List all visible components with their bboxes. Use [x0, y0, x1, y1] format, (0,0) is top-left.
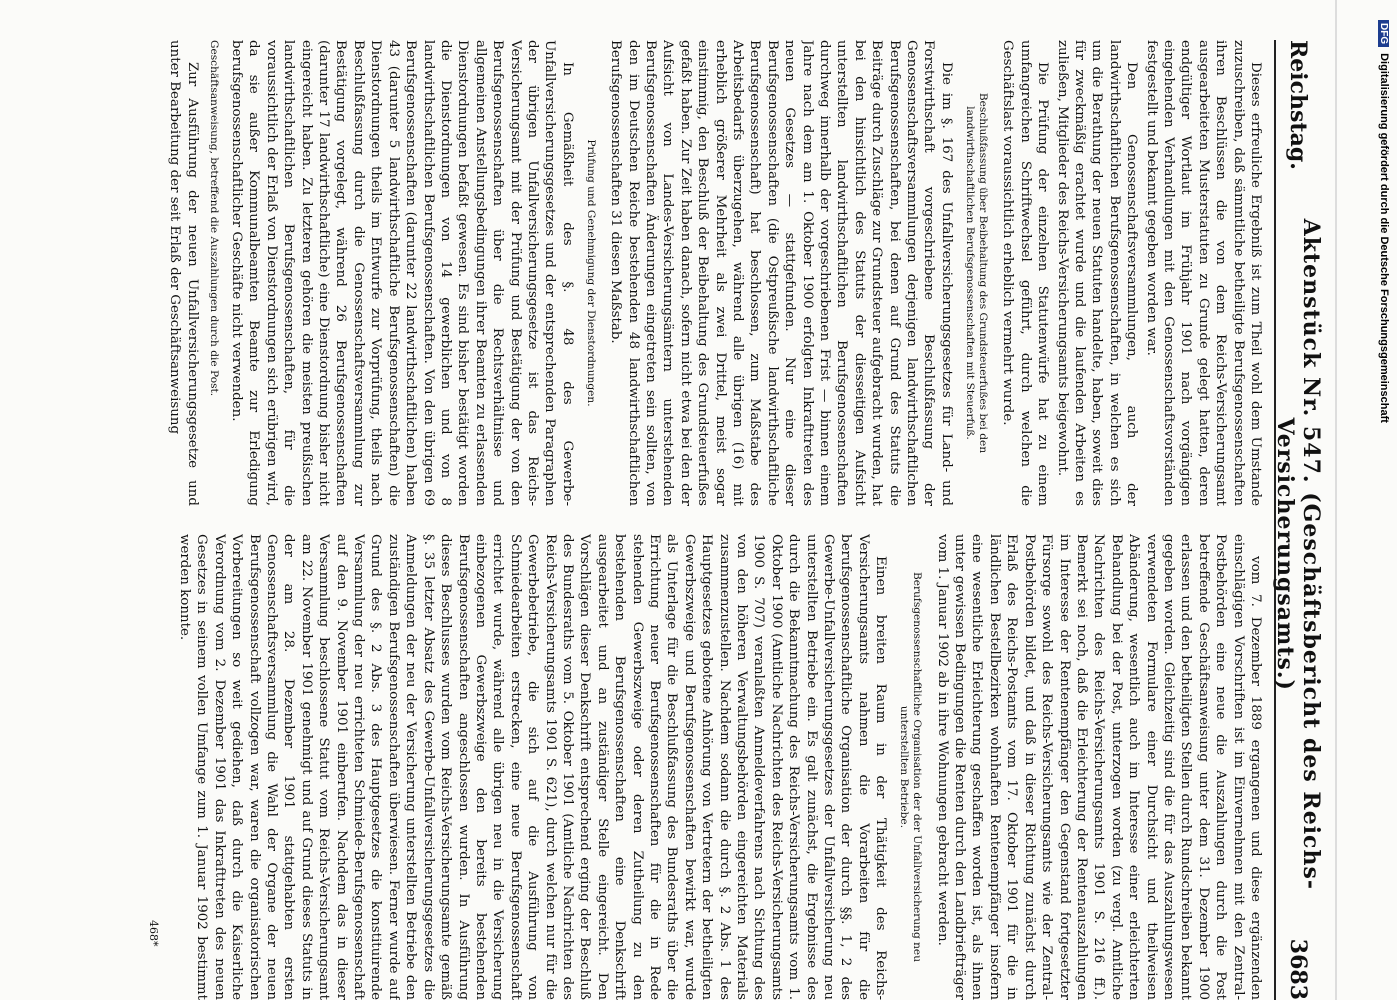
paragraph: Zur Ausführung der neuen Unfallversicherungsgesetze und unter Bearbeitung der seit Erlaß der Geschäftsanweisung [167, 40, 200, 506]
paragraph: vom 7. Dezember 1889 ergangenen und diese ergänzenden einschlägigen Vorschriften ist im Einvernehmen mit den Zentral-Postbehörden eine neue die Auszahlungen durch die Post betreffende Geschäftsanweisung unter dem 31. Dezember 1900 erlassen und den betheiligten Stellen durch Rundschreiben bekannt gegeben worden. Gleichzeitig sind die für das Auszahlungswesen verwendeten Formulare einer Durchsicht und theilweisen Abänderung, wesentlich auch im Interesse einer erleichterten Behandlung bei der Post, unterzogen worden (zu vergl. Amtliche Nachrichten des Reichs-Versicherungsamts 1901 S. 216 ff.). Bemerkt sei noch, daß die Erleichterung der Rentenauszahlungen im Interesse der Rentenempfänger den Gegenstand fortgesetzter Fürsorge sowohl des Reichs-Versicherungsamts wie der Zentral-Postbehörden bildet, und daß in dieser Richtung zunächst durch Erlaß des Reichs-Postamts vom 17. Oktober 1901 für die in ländlichen Bestellbezirken wohnhaften Rentenempfänger insofern eine wesentliche Erleichterung geschaffen worden ist, als ihnen unter gewissen Bedingungen die Renten durch den Landbriefträger vom 1. Januar 1902 ab in ihre Wohnungen gebracht werden. [934, 534, 1263, 1000]
paragraph: Die Prüfung der einzelnen Statutenwürfe hat zu einem umfangreichen Schriftwechsel geführt, durch welchen die Geschäftslast voraussichtlich erheblich vermehrt wurde. [1000, 40, 1051, 506]
paragraph: Einen breiten Raum in der Thätigkeit des Reichs-Versicherungsamts nahmen die Vorarbeiten für die berufsgenossenschaftliche Organisation der durch §§. 1, 2 des Gewerbe-Unfallversicherungsgesetzes der Unfallversicherung neu unterstellten Betriebe ein. Es galt zunächst, die Ergebnisse des durch die Bekanntmachung des Reichs-Versicherungsamts vom 1. Oktober 1900 (Amtliche Nachrichten des Reichs-Versicherungsamts 1900 S. 707) veranlaßten Anmeldeverfahrens nach Sichtung des von den höheren Verwaltungsbehörden eingereichten Materials zusammenzustellen. Nachdem sodann die durch §. 2 Abs. 1 des Hauptgesetzes gebotene Anhörung von Vertretern der betheiligten Gewerbszweige und Berufsgenossenschaften bewirkt war, wurde als Unterlage für die Beschlußfassung des Bundesraths über die Errichtung neuer Berufsgenossenschaften für die in Rede stehenden Gewerbszweige oder deren Zutheilung zu den bestehenden Berufsgenossenschaften eine Denkschrift ausgearbeitet und an zuständiger Stelle eingereicht. Den Vorschlägen dieser Denkschrift entsprechend erging der Beschluß des Bundesraths vom 5. Oktober 1901 (Amtliche Nachrichten des Reichs-Versicherungsamts 1901 S. 621), durch welchen nur für die Gewerbebetriebe, die sich auf die Ausführung von Schmiedearbeiten erstrecken, eine neue Berufsgenossenschaft errichtet wurde, während alle übrigen neu in die Versicherung einbezogenen Gewerbszweige den bereits bestehenden Berufsgenossenschaften angeschlossen wurden. In Ausführung dieses Beschlusses wurden vom Reichs-Versicherungsamte gemäß §. 35 letzter Absatz des Gewerbe-Unfallversicherungsgesetzes die Anmeldungen der neu der Versicherung unterstellten Betriebe den zuständigen Berufsgenossenschaften überwiesen. Ferner wurde auf Grund des §. 2 Abs. 3 des Hauptgesetzes die konstituirende Versammlung der neu errichteten Schmiede-Berufsgenossenschaft auf den 9. November 1901 einberufen. Nachdem das in dieser Versammlung beschlossene Statut vom Reichs-Versicherungsamt am 22. November 1901 genehmigt und auf Grund dieses Statuts in der am 28. Dezember 1901 stattgehabten ersten Genossenschaftsversammlung die Wahl der Organe der neuen Berufsgenossenschaft vollzogen war, waren die organisatorischen Vorbereitungen so weit gediehen, daß durch die Kaiserliche Verordnung vom 2. Dezember 1901 das Inkrafttreten des neuen Gesetzes in seinem vollen Umfange zum 1. Januar 1902 bestimmt werden konnte. [177, 534, 889, 1000]
credit-text: Digitalisierung gefördert durch die Deutsche Forschungsgemeinschaft [1378, 53, 1390, 423]
page-header [1272, 40, 1324, 1000]
digitization-credit [1378, 20, 1390, 423]
section-heading: Beschlußfassung über Beibehaltung des Grundsteuerfußes bei den landwirthschaftlichen Berufsgenossenschaften mit Steuerfuß. [963, 92, 989, 454]
paragraph: Die im §. 167 des Unfallversicherungsgesetzes für Land- und Forstwirthschaft vorgeschriebene Beschlußfassung der Genossenschaftsversammlungen derjenigen landwirthschaftlichen Berufsgenossenschaften, bei denen auf Grund des Statuts die Beiträge durch Zuschläge zur Grundsteuer aufgebracht wurden, hat bei den hinsichtlich des Statuts der diesseitigen Aufsicht unterstellten landwirthschaftlichen Berufsgenossenschaften durchweg innerhalb der vorgeschriebenen Frist — binnen einem Jahre nach dem am 1. Oktober 1900 erfolgten Inkrafttreten des neuen Gesetzes — stattgefunden. Nur eine dieser Berufsgenossenschaften (die Ostpreußische landwirthschaftliche Berufsgenossenschaft) hat beschlossen, zum Maßstabe des Arbeitsbedarfs überzugehen, während alle übrigen (16) mit erheblich größerer Mehrheit als zwei Drittel, meist sogar einstimmig, den Beschluß der Beibehaltung des Grundsteuerfußes gefaßt haben. Zur Zeit haben danach, sofern nicht etwa bei den der Aufsicht von Landes-Versicherungsämtern unterstehenden Berufsgenossenschaften Änderungen eingetreten sein sollten, von den im Deutschen Reiche bestehenden 48 landwirthschaftlichen Berufsgenossenschaften 31 diesen Maßstab. [608, 40, 954, 506]
page-mark: 468* [147, 920, 160, 947]
right-column [84, 534, 1264, 1000]
page-fold [1335, 0, 1337, 1000]
rotated-content [80, 40, 1324, 1000]
header-left: Reichstag. [1285, 40, 1311, 170]
section-heading: Berufsgenossenschaftliche Organisation der der Unfallversicherung neu unterstellten Betriebe. [898, 571, 924, 963]
text-columns [84, 40, 1264, 1000]
section-heading: Prüfung und Genehmigung der Dienstordnungen. [584, 139, 597, 407]
paragraph: In Gemäßheit des §. 48 des Gewerbe-Unfallversicherungsgesetzes und der entsprechenden Paragraphen der übrigen Unfallversicherungsgesetze ist das Reichs-Versicherungsamt mit der Prüfung und Bestätigung der von den Berufsgenossenschaften über die Rechtsverhältnisse und allgemeinen Anstellungsbedingungen ihrer Beamten zu erlassenden Dienstordnungen befaßt gewesen. Es sind bisher bestätigt worden die Dienstordnungen von 14 gewerblichen und von 8 landwirthschaftlichen Berufsgenossenschaften. Von den übrigen 69 Berufsgenossenschaften (darunter 22 landwirthschaftlichen) haben 43 (darunter 5 landwirthschaftliche Berufsgenossenschaften) die Dienstordnungen theils im Entwurfe zur Vorprüfung, theils nach Beschlußfassung durch die Genossenschaftsversammlung zur Bestätigung vorgelegt, während 26 Berufsgenossenschaften (darunter 17 landwirthschaftliche) eine Dienstordnung bisher nicht eingereicht haben. Zu letzteren gehören die meisten preußischen landwirthschaftlichen Berufsgenossenschaften, für die voraussichtlich der Erlaß von Dienstordnungen sich erübrigen wird, da sie außer Kommunalbeamten Beamte zur Erledigung berufsgenossenschaftlicher Geschäfte nicht verwenden. [229, 40, 575, 506]
paragraph: Dieses erfreuliche Ergebniß ist zum Theil wohl dem Umstande zuzuschreiben, daß sämmtliche betheiligte Berufsgenossenschaften ihren Beschlüssen die von dem Reichs-Versicherungsamt ausgearbeiteten Musterstatuten zu Grunde gelegt hatten, deren endgültiger Wortlaut im Frühjahr 1901 nach vorgängigen eingehenden Verhandlungen mit den Genossenschaftsvorständen festgestellt und bekannt gegeben worden war. [1143, 40, 1263, 506]
paragraph: Den Genossenschaftsversammlungen, auch der landwirthschaftlichen Berufsgenossenschaften, in welchen es sich um die Berathung der neuen Statuten handelte, haben, soweit dies für zweckmäßig erachtet wurde und die laufenden Arbeiten es zuließen, Mitglieder des Reichs-Versicherungsamts beigewohnt. [1054, 40, 1140, 506]
left-column [84, 40, 1264, 506]
header-page-number: 3683 [1285, 938, 1311, 1000]
dfg-logo: DFG [1378, 20, 1389, 47]
section-heading: Geschäftsanweisung, betreffend die Auszahlungen durch die Post. [207, 40, 220, 397]
header-title: Aktenstück Nr. 547. (Geschäftsbericht des Reichs-Versicherungsamts.) [1272, 218, 1324, 890]
